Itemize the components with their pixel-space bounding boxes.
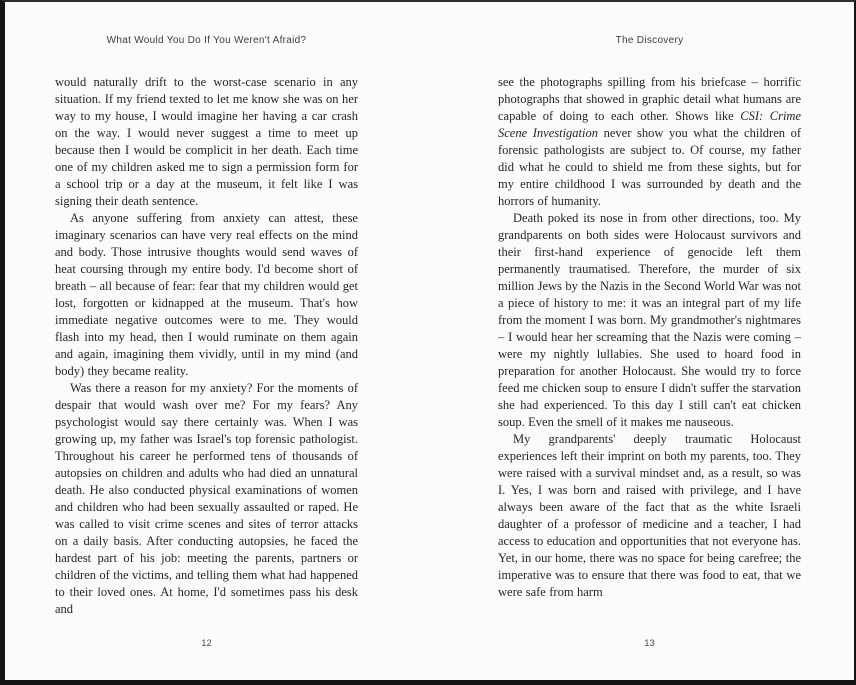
paragraph: My grandparents' deeply traumatic Holocaust experiences left their imprint on both my parents, too. They were raised with a survival mindset and, as a result, so was I. Yes, I was born and raised with privilege, and I have always been aware of the fact that as the white Israeli daughter of a professor of medicine and a teacher, I had access to education and opportunities that not everyone has. Yet, in our home, there was no space for being carefree; the imperative was to ensure that there was food to eat, that we were safe from harm [498,432,801,599]
page-body-right [498,74,801,601]
page-right [498,2,801,680]
page-number-right: 13 [644,638,655,649]
running-header-right: The Discovery [615,35,684,46]
paragraph: see the photographs spilling from his briefcase – horrific photographs that showed in graphic detail what humans are capable of doing to each other. Shows like CSI: Crime Scene Investigation never show you what the children of forensic pathologists are subject to. Of course, my father did what he could to shield me from these sights, but for my entire childhood I was surrounded by death and the horrors of humanity. [498,75,802,208]
paragraph: Death poked its nose in from other directions, too. My grandparents on both sides were Holocaust survivors and their first-hand experience of genocide left them permanently traumatised. Therefore, the murder of six million Jews by the Nazis in the Second World War was not a piece of history to me: it was an integral part of my life from the moment I was born. My grandmother's nightmares – I would hear her screaming that the Nazis were coming – were my nightly lullabies. She used to hoard food in preparation for another Holocaust. She would try to force feed me chicken soup to ensure I didn't suffer the starvation she had experienced. To this day I still can't eat chicken soup. Even the smell of it makes me nauseous. [498,211,801,429]
paragraph: As anyone suffering from anxiety can attest, these imaginary scenarios can have very real effects on the mind and body. Those intrusive thoughts would send waves of heat coursing through my entire body. I'd become short of breath – all because of fear: fear that my children would get lost, forgotten or kidnapped at the museum. That's how immediate negative outcomes were to me. They would flash into my head, then I would ruminate on them again and again, imagining them vividly, until in my mind (and body) they became reality. [55,211,358,378]
running-header-left: What Would You Do If You Weren't Afraid? [106,35,307,46]
paragraph: Was there a reason for my anxiety? For the moments of despair that would wash over me? For my fears? Any psychologist would say there certainly was. When I was growing up, my father was Israel's top forensic pathologist. Throughout his career he performed tens of thousands of autopsies on children and adults who had died an unnatural death. He also conducted physical examinations of women and children who had been sexually assaulted or raped. He was called to visit crime scenes and sites of terror attacks on a daily basis. After conducting autopsies, he faced the hardest part of his job: meeting the parents, partners or children of the victims, and telling them what had happened to their loved ones. At home, I'd sometimes pass his desk and [55,381,358,616]
page-number-left: 12 [201,638,212,649]
page-left [55,2,358,680]
page-body-left [55,74,358,618]
paragraph: would naturally drift to the worst-case scenario in any situation. If my friend texted to let me know she was on her way to my house, I would imagine her having a car crash on the way. I would never suggest a time to meet up because then I would be complicit in her death. Each time one of my children asked me to sign a permission form for a school trip or a day at the museum, it felt like I was signing their death sentence. [55,75,358,208]
